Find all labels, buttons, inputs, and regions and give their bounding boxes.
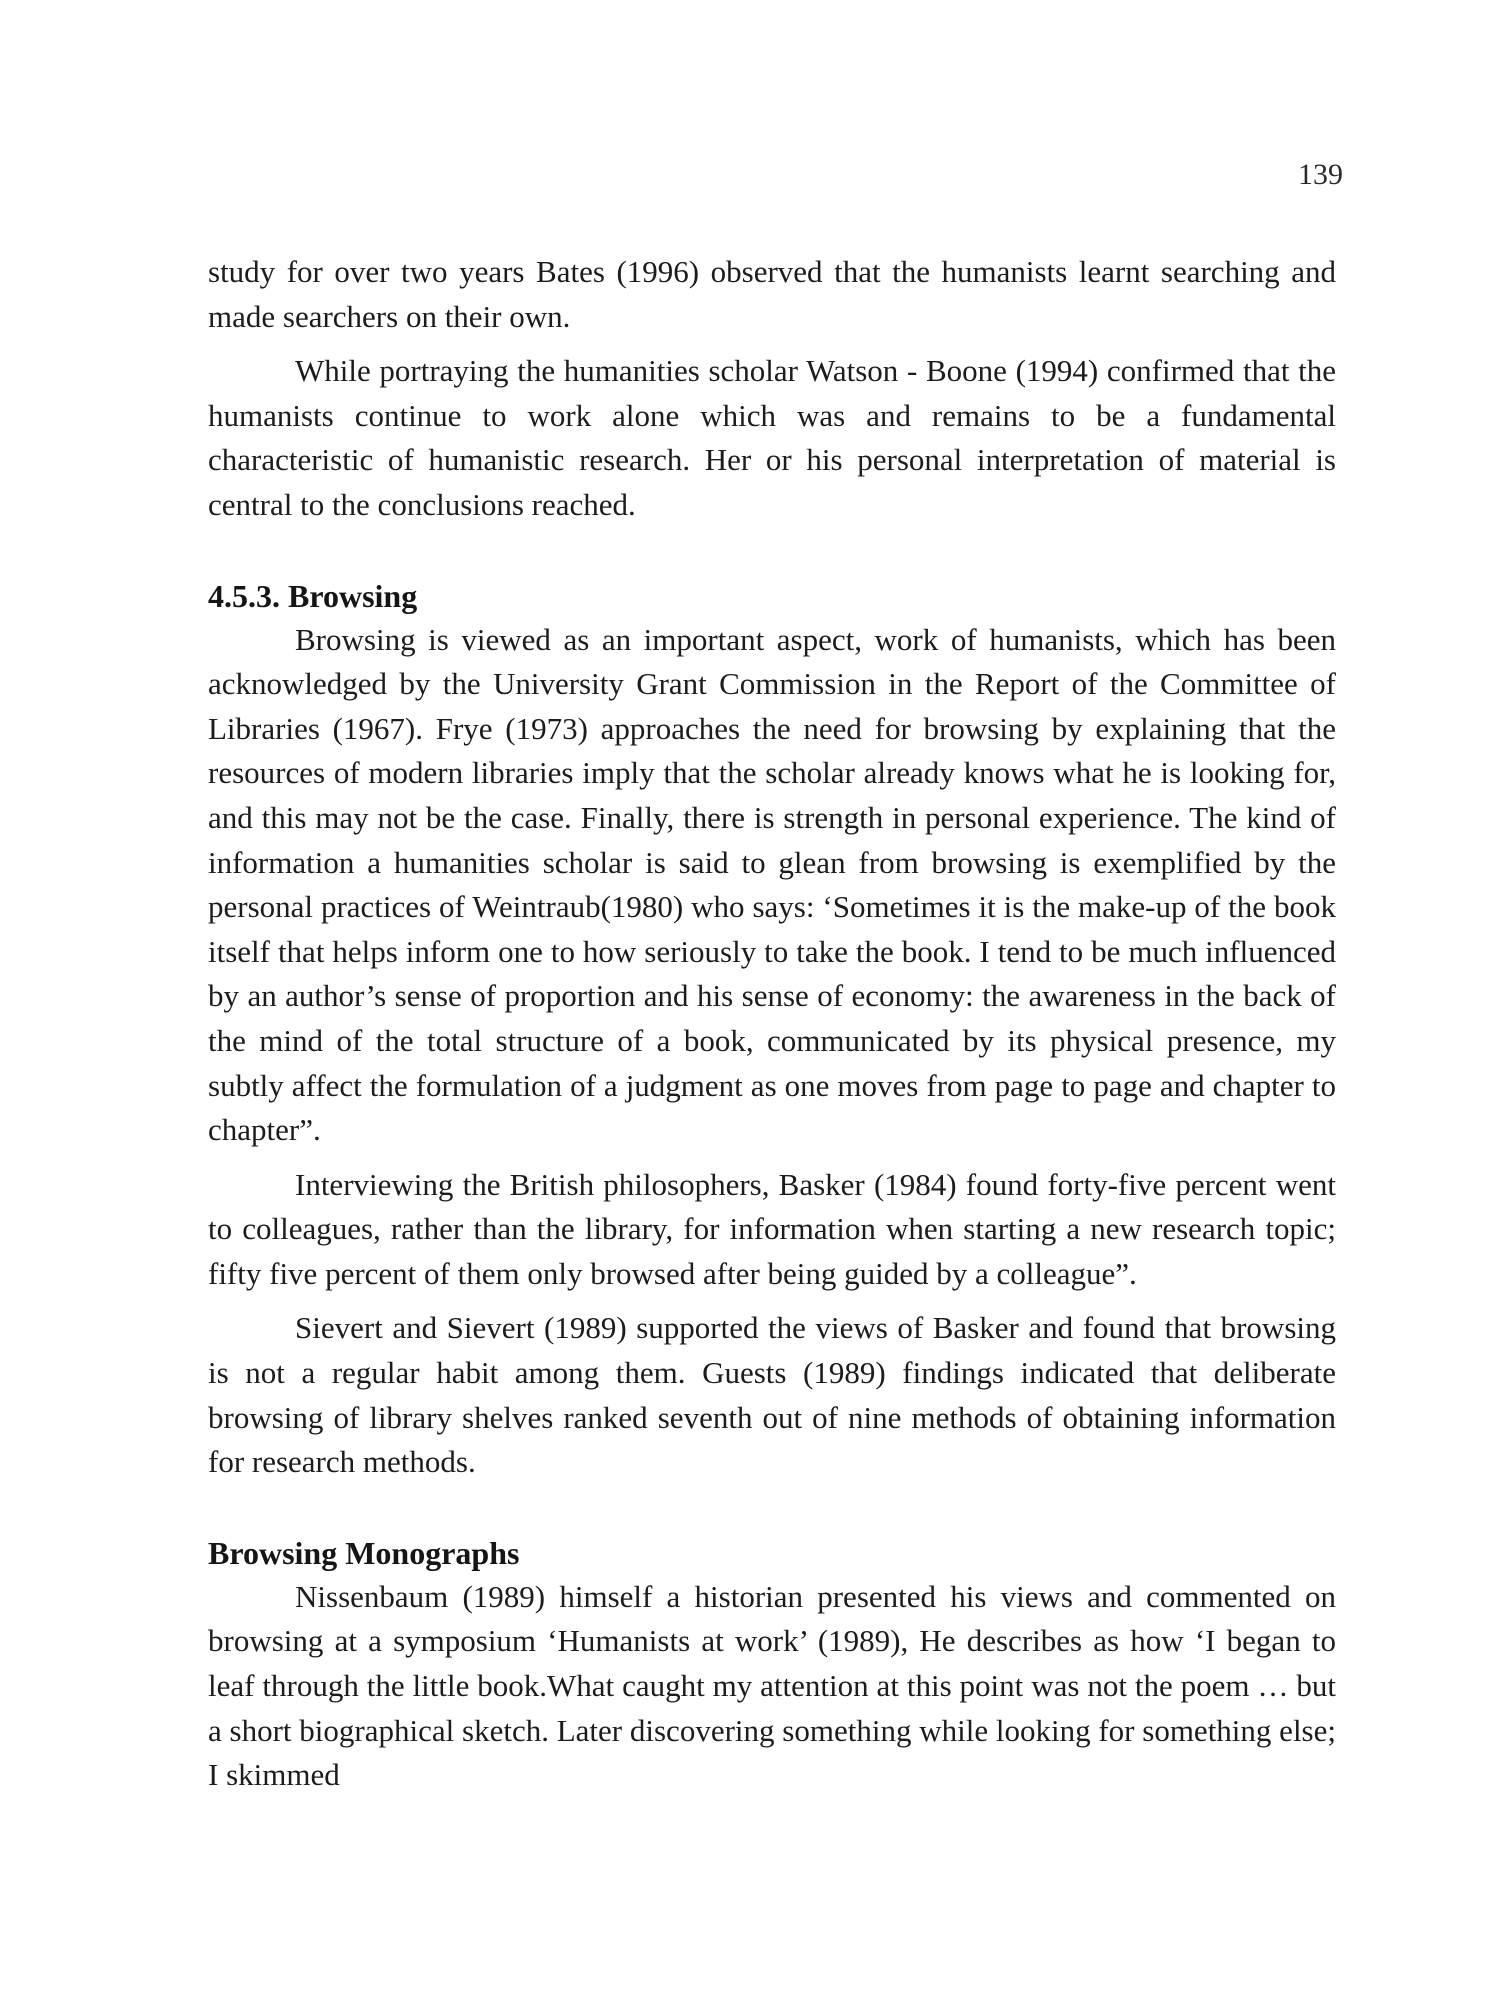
page-body	[208, 250, 1336, 1798]
section-heading-browsing: 4.5.3. Browsing	[208, 577, 418, 614]
paragraph-nissenbaum: Nissenbaum (1989) himself a historian presented his views and commented on browsing at a symposium ‘Humanists at work’ (1989), He describes as how ‘I began to leaf through the little book.What caught my attention at this point was not the poem … but a short biographical sketch. Later discovering something while looking for something else; I skimmed	[208, 1578, 1336, 1793]
paragraph-browsing-aspect: Browsing is viewed as an important aspect, work of humanists, which has been acknowledged by the University Grant Commission in the Report of the Committee of Libraries (1967). Frye (1973) approaches the need for browsing by explaining that the resources of modern libraries imply that the scholar already knows what he is looking for, and this may not be the case. Finally, there is strength in personal experience. The kind of information a humanities scholar is said to glean from browsing is exemplified by the personal practices of Weintraub(1980) who says: ‘Sometimes it is the make-up of the book itself that helps inform one to how seriously to take the book. I tend to be much influenced by an author’s sense of proportion and his sense of economy: the awareness in the back of the mind of the total structure of a book, communicated by its physical presence, my subtly affect the formulation of a judgment as one moves from page to page and chapter to chapter”.	[208, 621, 1336, 1148]
paragraph-basker: Interviewing the British philosophers, Basker (1984) found forty-five percent went to colleagues, rather than the library, for information when starting a new research topic; fifty five percent of them only browsed after being guided by a colleague”.	[208, 1166, 1336, 1291]
paragraph-watson-boone: While portraying the humanities scholar Watson - Boone (1994) confirmed that the humanists continue to work alone which was and remains to be a fundamental characteristic of humanistic research. Her or his personal interpretation of material is central to the conclusions reached.	[208, 353, 1336, 522]
page-number: 139	[1298, 158, 1343, 191]
paragraph-sievert: Sievert and Sievert (1989) supported the views of Basker and found that browsing is not a regular habit among them. Guests (1989) findings indicated that deliberate browsing of library shelves ranked seventh out of nine methods of obtaining information for research methods.	[208, 1310, 1336, 1480]
section-heading-browsing-monographs: Browsing Monographs	[208, 1534, 520, 1571]
paragraph-continued: study for over two years Bates (1996) observed that the humanists learnt searching and made searchers on their own.	[208, 254, 1336, 334]
